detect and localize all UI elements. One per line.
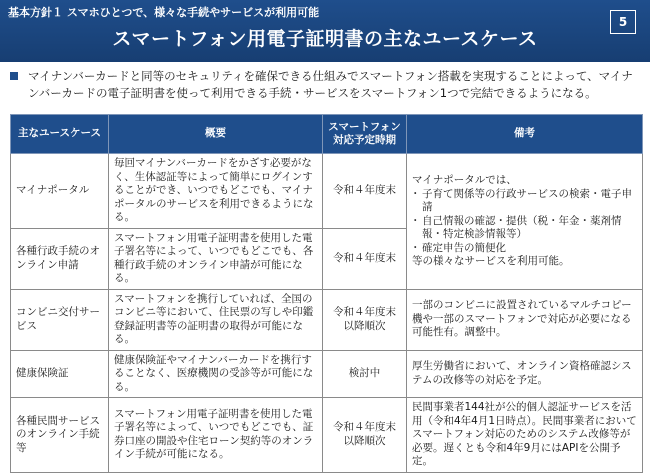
period-cell: 令和４年度末以降順次 — [323, 398, 407, 473]
notes-cell: 厚生労働省において、オンライン資格確認システムの改修等の対応を予定。 — [407, 350, 643, 398]
use-case-cell: コンビニ交付サービス — [11, 289, 109, 350]
overview-cell: スマートフォン用電子証明書を使用した電子署名等によって、いつでもどこでも、証券口座の開設や住宅ローン契約等のオンライン手続が可能になる。 — [109, 398, 323, 473]
portal-note-item: ・ 確定申告の簡便化 — [412, 242, 637, 256]
notes-cell: 民間事業者144社が公的個人認証サービスを活用（令和4年4月1日時点）。民間事業者においてスマートフォン対応のためのシステム改修等が必要。遅くとも令和4年9月にはAPIを公開予定。 — [407, 398, 643, 473]
header-period: スマートフォン対応予定時期 — [323, 115, 407, 154]
page-title: スマートフォン用電子証明書の主なユースケース — [112, 28, 538, 50]
portal-note-lead: マイナポータルでは、 — [412, 174, 517, 186]
header-notes: 備考 — [407, 115, 643, 154]
table-row — [11, 154, 643, 229]
intro-paragraph — [10, 68, 642, 102]
portal-note-list — [412, 188, 637, 256]
header-use-case: 主なユースケース — [11, 115, 109, 154]
table-row — [11, 289, 643, 350]
notes-cell: 一部のコンビニに設置されているマルチコピー機や一部のスマートフォンで対応が必要になる可能性有。調整中。 — [407, 289, 643, 350]
period-cell: 令和４年度末以降順次 — [323, 289, 407, 350]
portal-note-cell — [407, 154, 643, 290]
period-cell: 検討中 — [323, 350, 407, 398]
table-header-row — [11, 115, 643, 154]
use-case-table — [10, 114, 643, 473]
period-cell: 令和４年度末 — [323, 228, 407, 289]
use-case-cell: マイナポータル — [11, 154, 109, 229]
square-bullet-icon — [10, 72, 18, 80]
policy-label: 基本方針１ スマホひとつで、様々な手続やサービスが利用可能 — [8, 6, 320, 19]
overview-cell: スマートフォン用電子証明書を使用した電子署名等によって、いつでもどこでも、各種行政手続のオンライン申請が可能になる。 — [109, 228, 323, 289]
overview-cell: スマートフォンを携行していれば、全国のコンビニ等において、住民票の写しや印鑑登録証明書等の証明書の取得が可能になる。 — [109, 289, 323, 350]
table-row — [11, 398, 643, 473]
use-case-cell: 健康保険証 — [11, 350, 109, 398]
portal-note-tail: 等の様々なサービスを利用可能。 — [412, 255, 570, 267]
header-banner — [0, 0, 650, 62]
period-cell: 令和４年度末 — [323, 154, 407, 229]
use-case-cell: 各種行政手続のオンライン申請 — [11, 228, 109, 289]
use-case-cell: 各種民間サービスのオンライン手続等 — [11, 398, 109, 473]
portal-note-item: ・ 子育て関係等の行政サービスの検索・電子申請 — [412, 188, 637, 215]
table-row — [11, 350, 643, 398]
intro-text: マイナンバーカードと同等のセキュリティを確保できる仕組みでスマートフォン搭載を実現することによって、マイナンバーカードの電子証明書を使って利用できる手続・サービスをスマートフォン1つで完結できるようになる。 — [28, 69, 633, 100]
portal-note-item: ・ 自己情報の確認・提供（税・年金・薬剤情報・特定検診情報等） — [412, 215, 637, 242]
page-number: 5 — [610, 10, 636, 34]
header-overview: 概要 — [109, 115, 323, 154]
overview-cell: 健康保険証やマイナンバーカードを携行することなく、医療機関の受診等が可能になる。 — [109, 350, 323, 398]
overview-cell: 毎回マイナンバーカードをかざす必要がなく、生体認証等によって簡単にログインすることができ、いつでもどこでも、マイナポータルのサービスを利用できるようになる。 — [109, 154, 323, 229]
